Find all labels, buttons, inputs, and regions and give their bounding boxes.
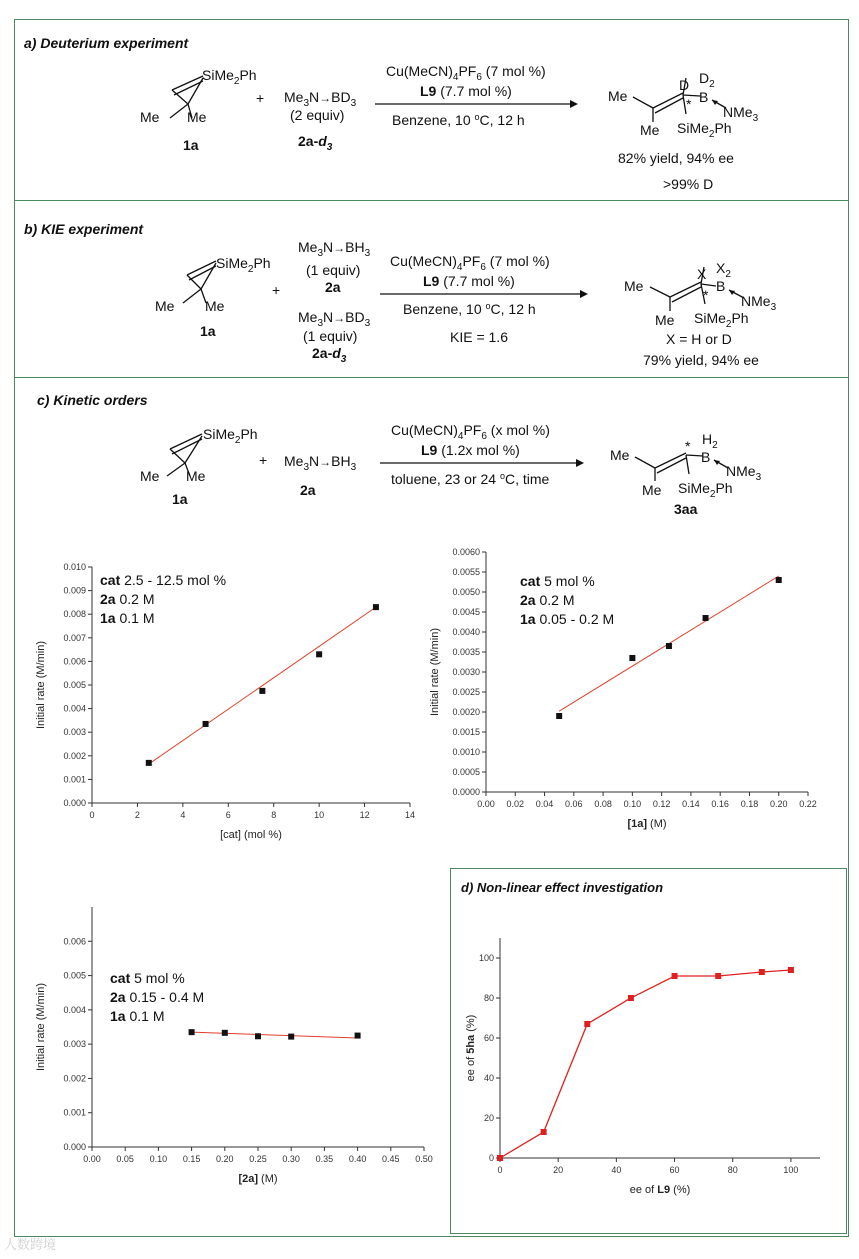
x-tick-label: 10 bbox=[314, 810, 325, 820]
condition-annotation: cat 5 mol % bbox=[110, 970, 185, 986]
y-tick-label: 60 bbox=[483, 1033, 494, 1043]
x-tick-label: 0.02 bbox=[506, 799, 525, 809]
reagent-formula: $Me_3N\to BD_3$ bbox=[284, 89, 357, 109]
reagent-equiv: (1 equiv) bbox=[303, 328, 358, 344]
methyl-label: Me bbox=[655, 312, 675, 328]
x-tick-label: 0.04 bbox=[535, 799, 554, 809]
nme3-label: NMe$_3$ bbox=[741, 293, 777, 313]
boron-label: B bbox=[699, 89, 709, 105]
y-tick-label: 0.007 bbox=[63, 632, 86, 643]
y-tick-label: 0.0020 bbox=[452, 707, 480, 717]
panel-a-title: a) Deuterium experiment bbox=[24, 35, 189, 51]
panel-c-title: c) Kinetic orders bbox=[37, 392, 148, 408]
panel-d-title: d) Non-linear effect investigation bbox=[461, 880, 664, 895]
data-point bbox=[629, 655, 635, 661]
panel-b-title: b) KIE experiment bbox=[24, 221, 144, 237]
data-point bbox=[666, 643, 672, 649]
methyl-label: Me bbox=[140, 109, 160, 125]
methyl-label: Me bbox=[187, 109, 207, 125]
y-tick-label: 0.005 bbox=[63, 680, 86, 690]
compound-label: 3aa bbox=[674, 501, 698, 517]
x-tick-label: 0.10 bbox=[623, 799, 642, 809]
y-tick-label: 0.004 bbox=[63, 1004, 86, 1015]
x-tick-label: 20 bbox=[553, 1165, 564, 1175]
y-tick-label: 40 bbox=[483, 1073, 494, 1083]
y-tick-label: 0.004 bbox=[63, 703, 86, 714]
x-tick-label: 0.40 bbox=[348, 1154, 367, 1164]
y-tick-label: 20 bbox=[483, 1113, 494, 1123]
solvent-text: Benzene, 10 $^o$C, 12 h bbox=[403, 301, 536, 317]
y-tick-label: 0.010 bbox=[63, 562, 86, 572]
solvent-text: toluene, 23 or 24 $^o$C, time bbox=[391, 471, 550, 487]
stereocenter-mark: * bbox=[703, 287, 709, 303]
x-tick-label: 0.15 bbox=[182, 1154, 201, 1164]
y-tick-label: 0.0005 bbox=[452, 767, 480, 777]
stereocenter-mark: * bbox=[686, 96, 692, 112]
catalyst-text: $Cu(MeCN)_4PF_6$ (x mol %) bbox=[391, 422, 550, 442]
reagent-equiv: (1 equiv) bbox=[306, 262, 361, 278]
x-tick-label: 0.00 bbox=[477, 799, 495, 809]
y-tick-label: 0.009 bbox=[63, 585, 86, 596]
solvent-text: Benzene, 10 $^o$C, 12 h bbox=[392, 112, 525, 128]
data-point bbox=[541, 1129, 547, 1135]
compound-label: $2a-d_3$ bbox=[298, 133, 333, 153]
y-tick-label: 0.008 bbox=[63, 609, 86, 620]
compound-label: 2a bbox=[325, 279, 341, 295]
cyclopropene-1a bbox=[183, 261, 216, 303]
si-substituent: SiMe$_2$Ph bbox=[216, 255, 271, 275]
y-tick-label: 0.001 bbox=[63, 774, 86, 785]
compound-label: 2a bbox=[300, 482, 316, 498]
y-tick-label: 0.003 bbox=[63, 1039, 86, 1050]
ligand-text: L9 (1.2x mol %) bbox=[421, 442, 520, 458]
methyl-label: Me bbox=[155, 298, 175, 314]
x-tick-label: 0.22 bbox=[799, 799, 817, 809]
x-tick-label: 4 bbox=[180, 810, 186, 820]
y-axis-label: ee of 5ha (%) bbox=[465, 1014, 477, 1082]
watermark: 人数跨境 bbox=[4, 1237, 57, 1252]
y-tick-label: 0.000 bbox=[63, 798, 86, 808]
h2-label: $H_2$ bbox=[702, 431, 718, 451]
y-tick-label: 0.006 bbox=[63, 656, 86, 667]
boron-label: B bbox=[701, 449, 711, 465]
condition-annotation: 2a 0.2 M bbox=[100, 591, 155, 607]
x-axis-label: [2a] (M) bbox=[238, 1173, 278, 1185]
x-tick-label: 12 bbox=[359, 810, 370, 820]
x-tick-label: 0.14 bbox=[682, 799, 700, 809]
plus-sign: + bbox=[272, 282, 281, 298]
x-tick-label: 0.35 bbox=[315, 1154, 334, 1164]
methyl-label: Me bbox=[610, 447, 630, 463]
chart-nonlinear-effect bbox=[465, 920, 830, 1200]
methyl-label: Me bbox=[140, 468, 160, 484]
y-tick-label: 0 bbox=[488, 1153, 494, 1163]
y-tick-label: 0.0040 bbox=[452, 627, 480, 637]
result-x: X = H or D bbox=[666, 331, 732, 347]
y-tick-label: 0.002 bbox=[63, 1073, 86, 1084]
y-tick-label: 0.0060 bbox=[452, 547, 480, 557]
arrow-head bbox=[570, 100, 578, 108]
data-point bbox=[255, 1033, 261, 1039]
x-tick-label: 6 bbox=[225, 810, 231, 820]
x-tick-label: 0.25 bbox=[249, 1154, 267, 1164]
plus-sign: + bbox=[256, 90, 265, 106]
x-tick-label: 0.50 bbox=[415, 1154, 433, 1164]
boron-label: B bbox=[716, 278, 726, 294]
data-point bbox=[189, 1029, 195, 1035]
y-tick-label: 0.003 bbox=[63, 727, 86, 738]
data-point bbox=[556, 713, 562, 719]
data-point bbox=[497, 1155, 503, 1161]
deuterium-label: D bbox=[679, 77, 690, 93]
y-tick-label: 0.0045 bbox=[452, 607, 480, 617]
data-point bbox=[776, 577, 782, 583]
y-tick-label: 0.0030 bbox=[452, 667, 480, 677]
condition-annotation: 1a 0.1 M bbox=[100, 610, 155, 626]
data-point bbox=[222, 1030, 228, 1036]
result-d: >99% D bbox=[663, 176, 714, 192]
result-yield: 79% yield, 94% ee bbox=[643, 352, 759, 368]
x-axis-label: [1a] (M) bbox=[627, 818, 667, 830]
compound-label: 1a bbox=[200, 323, 216, 339]
x-tick-label: 0.30 bbox=[282, 1154, 300, 1164]
ligand-text: L9 (7.7 mol %) bbox=[423, 273, 515, 289]
methyl-label: Me bbox=[624, 278, 644, 294]
fit-line bbox=[149, 607, 376, 764]
chart-1a-order bbox=[418, 540, 828, 845]
y-axis-label: Initial rate (M/min) bbox=[35, 640, 47, 730]
plus-sign: + bbox=[259, 452, 268, 468]
x-axis-label: [cat] (mol %) bbox=[220, 829, 282, 841]
scheme-a bbox=[0, 0, 859, 200]
y-tick-label: 0.0025 bbox=[452, 687, 480, 697]
y-tick-label: 0.001 bbox=[63, 1107, 86, 1118]
catalyst-text: $Cu(MeCN)_4PF_6$ (7 mol %) bbox=[390, 253, 550, 273]
compound-label: 1a bbox=[183, 137, 199, 153]
condition-annotation: cat 2.5 - 12.5 mol % bbox=[100, 572, 227, 588]
methyl-label: Me bbox=[205, 298, 225, 314]
x-tick-label: 40 bbox=[611, 1165, 622, 1175]
compound-label: 1a bbox=[172, 491, 188, 507]
y-tick-label: 0.0000 bbox=[452, 787, 480, 797]
x-tick-label: 0.10 bbox=[149, 1154, 168, 1164]
bx2-label: $X_2$ bbox=[716, 260, 731, 280]
x-tick-label: 14 bbox=[404, 810, 416, 820]
data-point bbox=[788, 967, 794, 973]
x-tick-label: 0.45 bbox=[382, 1154, 400, 1164]
data-point bbox=[316, 651, 322, 657]
x-tick-label: 8 bbox=[271, 810, 277, 820]
data-point bbox=[259, 688, 265, 694]
reagent-equiv: (2 equiv) bbox=[290, 107, 345, 123]
condition-annotation: 2a 0.2 M bbox=[520, 592, 575, 608]
y-axis-label: Initial rate (M/min) bbox=[35, 982, 47, 1072]
product-structure bbox=[635, 453, 728, 481]
data-point bbox=[715, 973, 721, 979]
condition-annotation: cat 5 mol % bbox=[520, 573, 595, 589]
data-point bbox=[355, 1033, 361, 1039]
y-tick-label: 0.0055 bbox=[452, 567, 480, 577]
data-point bbox=[203, 721, 209, 727]
y-tick-label: 0.002 bbox=[63, 750, 86, 761]
si-label: SiMe$_2$Ph bbox=[678, 480, 733, 500]
x-tick-label: 0 bbox=[89, 810, 95, 820]
arrow-head bbox=[580, 290, 588, 298]
x-tick-label: 0.16 bbox=[711, 799, 729, 809]
nme3-label: NMe$_3$ bbox=[723, 104, 759, 124]
x-tick-label: 60 bbox=[669, 1165, 680, 1175]
y-tick-label: 0.000 bbox=[63, 1142, 86, 1152]
data-point bbox=[703, 615, 709, 621]
si-substituent: SiMe$_2$Ph bbox=[202, 67, 257, 87]
y-tick-label: 0.006 bbox=[63, 936, 86, 947]
data-point bbox=[759, 969, 765, 975]
methyl-label: Me bbox=[640, 122, 660, 138]
x-tick-label: 0.06 bbox=[565, 799, 583, 809]
si-label: SiMe$_2$Ph bbox=[677, 120, 732, 140]
stereocenter-mark: * bbox=[685, 438, 691, 454]
methyl-label: Me bbox=[608, 88, 628, 104]
reagent-formula: $Me_3N\to BH_3$ bbox=[298, 239, 371, 259]
kie-text: KIE = 1.6 bbox=[450, 329, 508, 345]
y-tick-label: 0.0015 bbox=[452, 727, 480, 737]
x-tick-label: 2 bbox=[134, 810, 140, 820]
x-tick-label: 80 bbox=[727, 1165, 738, 1175]
data-point bbox=[146, 760, 152, 766]
x-tick-label: 100 bbox=[783, 1165, 799, 1175]
fit-line bbox=[192, 1032, 358, 1038]
y-tick-label: 0.005 bbox=[63, 970, 86, 981]
methyl-label: Me bbox=[186, 468, 206, 484]
data-point bbox=[584, 1021, 590, 1027]
y-tick-label: 80 bbox=[483, 993, 494, 1003]
x-label: X bbox=[697, 266, 707, 282]
methyl-label: Me bbox=[642, 482, 662, 498]
x-tick-label: 0.20 bbox=[216, 1154, 234, 1164]
scheme-c bbox=[0, 377, 859, 527]
x-axis-label: ee of L9 (%) bbox=[629, 1184, 691, 1196]
condition-annotation: 2a 0.15 - 0.4 M bbox=[110, 989, 205, 1005]
scheme-b bbox=[0, 200, 859, 378]
reagent-formula: $Me_3N\to BH_3$ bbox=[284, 453, 357, 473]
condition-annotation: 1a 0.1 M bbox=[110, 1008, 165, 1024]
y-tick-label: 100 bbox=[478, 953, 494, 963]
arrow-head bbox=[576, 459, 584, 467]
reagent-formula: $Me_3N\to BD_3$ bbox=[298, 309, 371, 329]
data-point bbox=[288, 1034, 294, 1040]
nme3-label: NMe$_3$ bbox=[726, 463, 762, 483]
x-tick-label: 0.12 bbox=[652, 799, 671, 809]
y-tick-label: 0.0010 bbox=[452, 747, 480, 757]
condition-annotation: 1a 0.05 - 0.2 M bbox=[520, 611, 615, 627]
chart-cat-order bbox=[30, 555, 420, 850]
y-tick-label: 0.0050 bbox=[452, 587, 480, 597]
data-point bbox=[672, 973, 678, 979]
x-tick-label: 0 bbox=[497, 1165, 503, 1175]
y-tick-label: 0.0035 bbox=[452, 647, 480, 657]
data-point bbox=[628, 995, 634, 1001]
x-tick-label: 0.05 bbox=[116, 1154, 134, 1164]
si-substituent: SiMe$_2$Ph bbox=[203, 426, 258, 446]
result-yield: 82% yield, 94% ee bbox=[618, 150, 734, 166]
bd2-label: $D_2$ bbox=[699, 70, 715, 90]
y-axis-label: Initial rate (M/min) bbox=[429, 627, 441, 717]
si-label: SiMe$_2$Ph bbox=[694, 310, 749, 330]
catalyst-text: $Cu(MeCN)_4PF_6$ (7 mol %) bbox=[386, 63, 546, 83]
ligand-text: L9 (7.7 mol %) bbox=[420, 83, 512, 99]
x-tick-label: 0.18 bbox=[740, 799, 759, 809]
x-tick-label: 0.08 bbox=[594, 799, 612, 809]
x-tick-label: 0.20 bbox=[769, 799, 788, 809]
x-tick-label: 0.00 bbox=[83, 1154, 101, 1164]
chart-2a-order bbox=[30, 895, 440, 1195]
data-point bbox=[373, 604, 379, 610]
compound-label: $2a-d_3$ bbox=[312, 345, 347, 365]
